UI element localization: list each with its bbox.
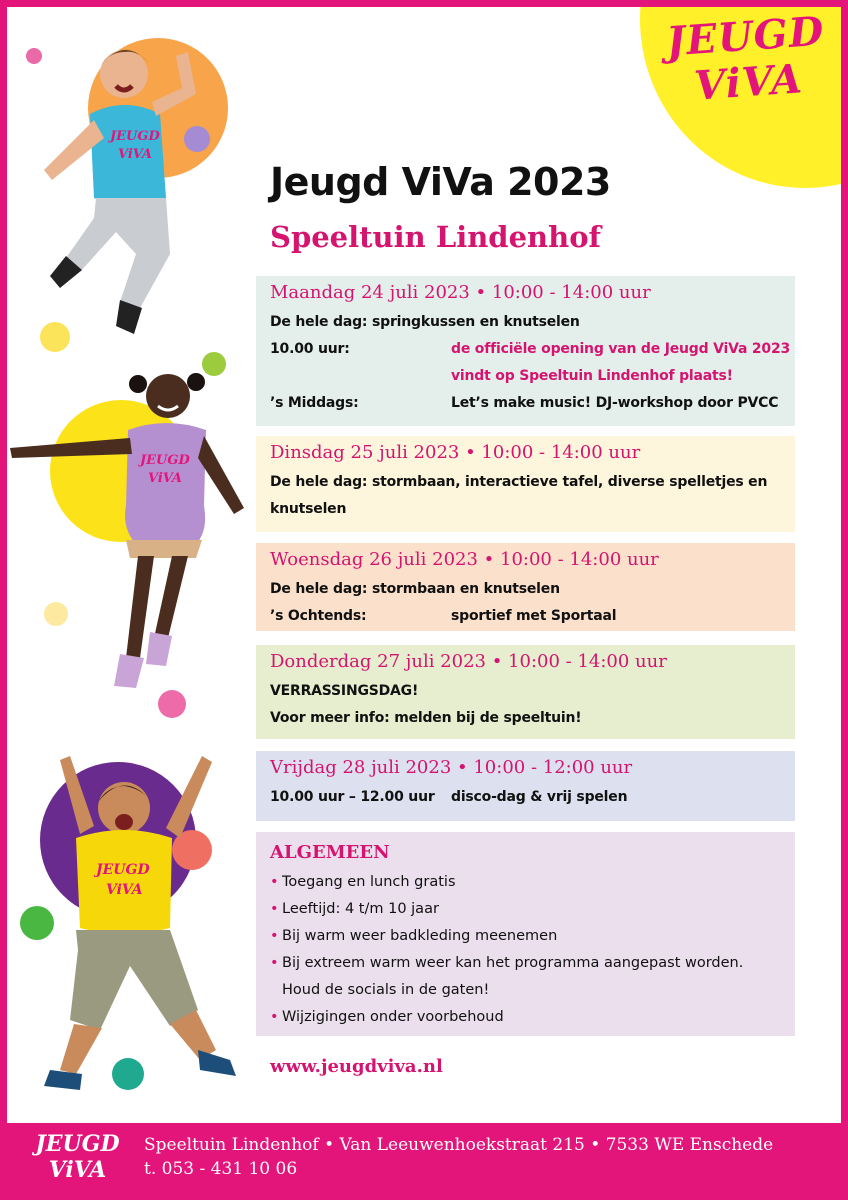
day-block-thursday [256, 645, 795, 739]
day-header: Maandag 24 juli 2023 • 10:00 - 14:00 uur [270, 282, 651, 303]
list-item-continuation [270, 977, 781, 1004]
schedule-row [270, 603, 781, 630]
day-block-monday [256, 276, 795, 426]
jumping-boy-yellow-shirt-photo [20, 730, 250, 1110]
day-header: Donderdag 27 juli 2023 • 10:00 - 14:00 uur [270, 651, 667, 672]
schedule-row [270, 784, 781, 811]
row-text: Let’s make music! DJ-workshop door PVCC [451, 395, 779, 411]
logo-line-1: JEUGD [664, 7, 826, 66]
svg-text:JEUGD: JEUGD [110, 129, 160, 144]
day-line: Voor meer info: melden bij de speeltuin! [270, 710, 582, 726]
day-line: knutselen [270, 501, 347, 517]
day-header: Vrijdag 28 juli 2023 • 10:00 - 12:00 uur [270, 757, 633, 778]
bullet-icon: • [270, 874, 279, 890]
logo-line-2: ViVA [692, 55, 805, 110]
svg-text:JEUGD: JEUGD [96, 862, 150, 878]
jumping-girl-photo [8, 368, 248, 698]
list-item [270, 896, 781, 923]
jeugd-viva-logo [659, 8, 835, 112]
day-header: Woensdag 26 juli 2023 • 10:00 - 14:00 uur [270, 549, 659, 570]
svg-text:ViVA: ViVA [148, 471, 182, 486]
footer-logo-line-1: JEUGD [35, 1131, 120, 1157]
row-text: de officiële opening van de Jeugd ViVa 2023 [451, 341, 791, 357]
list-item-text: Leeftijd: 4 t/m 10 jaar [282, 901, 439, 917]
footer-bar [0, 1123, 848, 1200]
row-text: sportief met Sportaal [451, 608, 617, 624]
day-block-tuesday [256, 436, 795, 532]
svg-text:JEUGD: JEUGD [140, 453, 190, 468]
row-text: disco-dag & vrij spelen [451, 789, 628, 805]
website-link[interactable]: www.jeugdviva.nl [270, 1056, 443, 1077]
list-item [270, 869, 781, 896]
day-allday-line: De hele dag: springkussen en knutselen [270, 314, 580, 330]
general-title: ALGEMEEN [270, 842, 390, 863]
list-item-text: Toegang en lunch gratis [282, 874, 456, 890]
day-line: De hele dag: stormbaan, interactieve tafel, diverse spelletjes en [270, 474, 768, 490]
page-subtitle: Speeltuin Lindenhof [270, 220, 602, 254]
bullet-icon: • [270, 955, 279, 971]
list-item [270, 923, 781, 950]
jumping-boy-photo [20, 22, 220, 342]
day-line: VERRASSINGSDAG! [270, 683, 419, 699]
day-block-wednesday [256, 543, 795, 631]
bullet-icon: • [270, 928, 279, 944]
footer-phone: t. 053 - 431 10 06 [144, 1159, 298, 1179]
list-item [270, 1004, 781, 1031]
day-block-friday [256, 751, 795, 821]
footer-logo [30, 1131, 125, 1191]
day-allday-line: De hele dag: stormbaan en knutselen [270, 581, 560, 597]
bullet-icon: • [270, 1009, 279, 1025]
schedule-row [270, 336, 791, 363]
row-label: 10.00 uur – 12.00 uur [270, 789, 435, 805]
row-label: ’s Middags: [270, 395, 359, 411]
footer-address: Speeltuin Lindenhof • Van Leeuwenhoekstraat 215 • 7533 WE Enschede [144, 1135, 774, 1155]
schedule-row [270, 390, 781, 417]
list-item-text: Houd de socials in de gaten! [282, 982, 490, 998]
schedule-row [270, 363, 781, 390]
list-item-text: Bij extreem warm weer kan het programma aangepast worden. [282, 955, 744, 971]
row-label: 10.00 uur: [270, 341, 350, 357]
row-text: vindt op Speeltuin Lindenhof plaats! [451, 368, 733, 384]
day-header: Dinsdag 25 juli 2023 • 10:00 - 14:00 uur [270, 442, 641, 463]
bullet-icon: • [270, 901, 279, 917]
footer-contact [144, 1133, 773, 1181]
page-title: Jeugd ViVa 2023 [270, 160, 611, 204]
general-info-block [256, 832, 795, 1036]
footer-logo-line-2: ViVA [48, 1157, 107, 1183]
svg-text:ViVA: ViVA [118, 147, 152, 162]
list-item-text: Bij warm weer badkleding meenemen [282, 928, 558, 944]
row-label: ’s Ochtends: [270, 608, 367, 624]
list-item [270, 950, 781, 977]
svg-text:ViVA: ViVA [106, 882, 143, 898]
list-item-text: Wijzigingen onder voorbehoud [282, 1009, 504, 1025]
